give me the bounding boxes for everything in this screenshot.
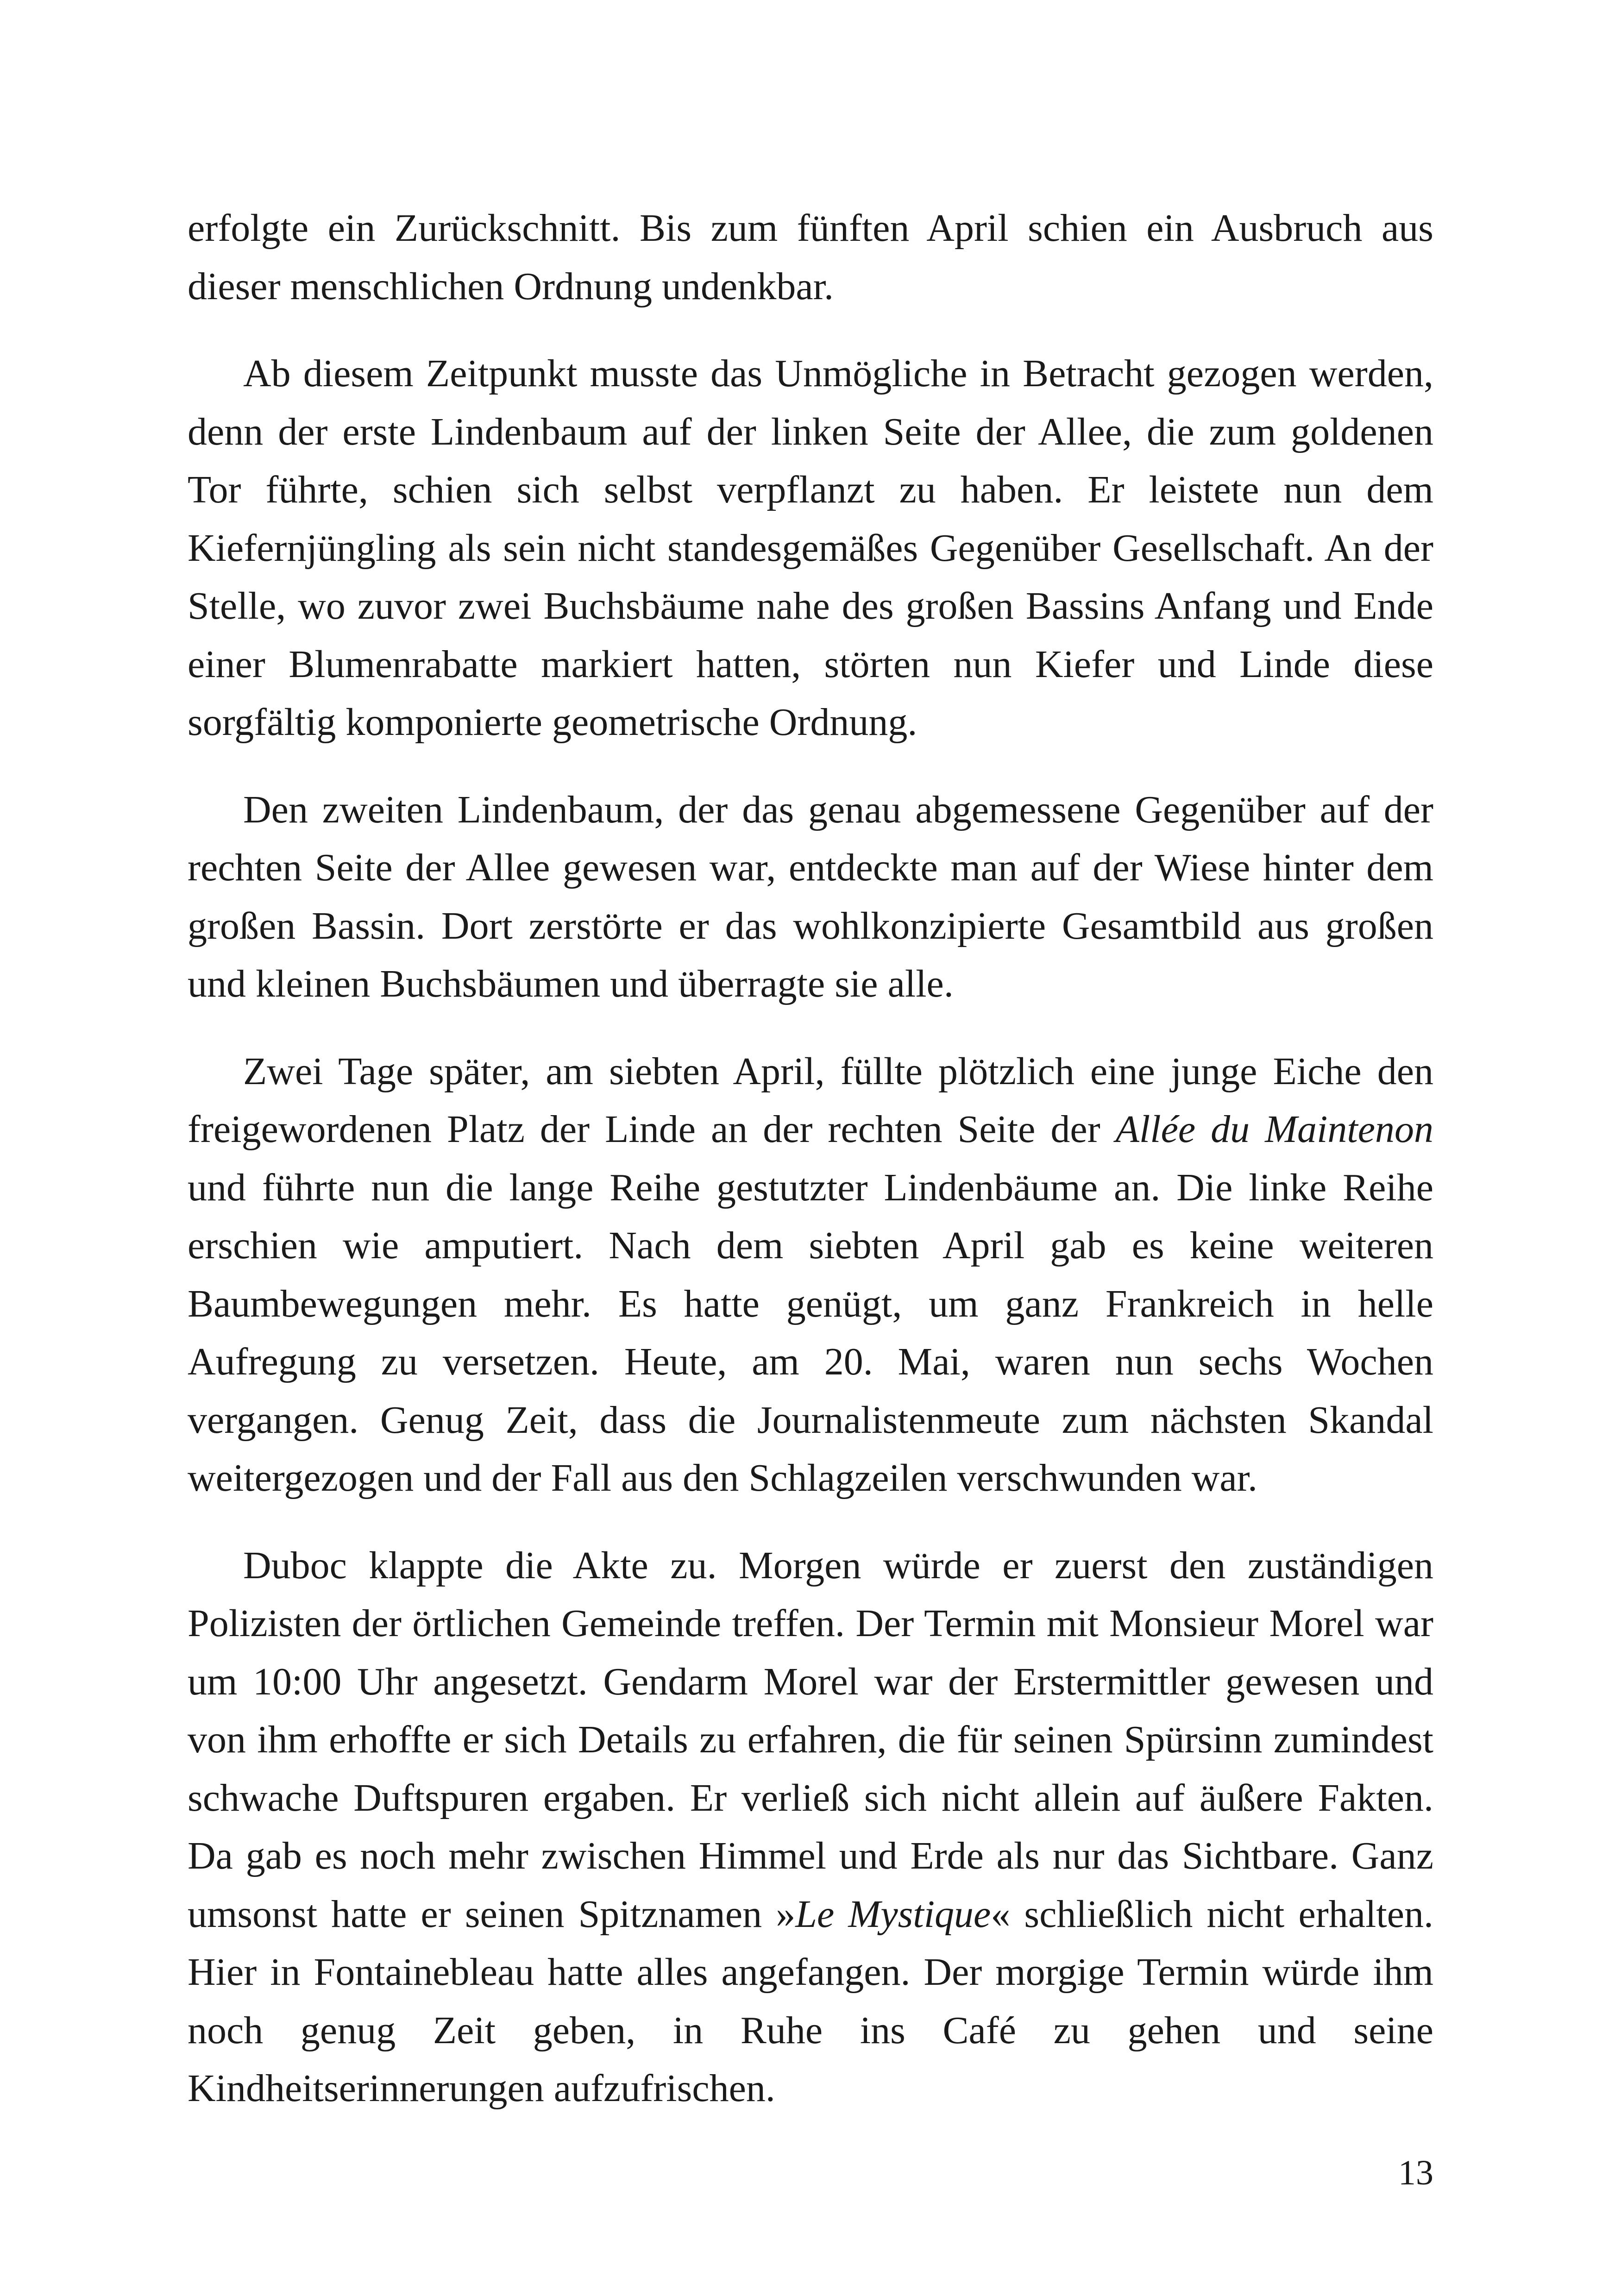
paragraph — [188, 781, 1433, 1013]
text-segment: und führte nun die lange Reihe gestutzter Lindenbäume an. Die linke Reihe erschien wie amputiert. Nach dem siebten April gab es keine weiteren Baumbewegungen mehr. Es hatte genügt, um ganz Frankreich in helle Aufregung zu versetzen. Heute, am 20. Mai, waren nun sechs Wochen vergangen. Genug Zeit, dass die Journalistenmeute zum nächsten Skandal weitergezogen und der Fall aus den Schlagzeilen verschwunden war. — [188, 1166, 1433, 1499]
text-segment: Duboc klappte die Akte zu. Morgen würde er zuerst den zuständigen Polizisten der örtlichen Gemeinde treffen. Der Termin mit Monsieur Morel war um 10:00 Uhr angesetzt. Gendarm Morel war der Erstermittler gewesen und von ihm erhoffte er sich Details zu erfahren, die für seinen Spürsinn zumindest schwache Duftspuren ergaben. Er verließ sich nicht allein auf äußere Fakten. Da gab es noch mehr zwischen Himmel und Erde als nur das Sichtbare. Ganz umsonst hatte er seinen Spitznamen » — [188, 1543, 1433, 1936]
text-segment: « schließlich nicht erhalten. Hier in Fontainebleau hatte alles angefangen. Der morgige Termin würde ihm noch genug Zeit geben, in Ruhe ins Café zu gehen und seine Kindheitserinnerungen aufzufrischen. — [188, 1892, 1433, 2110]
body-text — [188, 199, 1433, 2118]
paragraph — [188, 199, 1433, 315]
italic-text: Le Mystique — [795, 1892, 991, 1936]
text-segment: Ab diesem Zeitpunkt musste das Unmögliche in Betracht gezogen werden, denn der erste Lindenbaum auf der linken Seite der Allee, die zum goldenen Tor führte, schien sich selbst verpflanzt zu haben. Er leistete nun dem Kiefernjüngling als sein nicht standesgemäßes Gegenüber Gesellschaft. An der Stelle, wo zuvor zwei Buchsbäume nahe des großen Bassins Anfang und Ende einer Blumenrabatte markiert hatten, störten nun Kiefer und Linde diese sorgfältig komponierte geometrische Ordnung. — [188, 352, 1433, 744]
italic-text: Allée du Maintenon — [1115, 1108, 1433, 1151]
text-segment: Zwei Tage später, am siebten April, füllte plötzlich eine junge Eiche den freigewordenen Platz der Linde an der rechten Seite der — [188, 1049, 1433, 1151]
page-number: 13 — [1398, 2153, 1433, 2192]
paragraph — [188, 1042, 1433, 1507]
text-segment: Den zweiten Lindenbaum, der das genau abgemessene Gegenüber auf der rechten Seite der Allee gewesen war, entdeckte man auf der Wiese hinter dem großen Bassin. Dort zerstörte er das wohlkonzipierte Gesamtbild aus großen und kleinen Buchsbäumen und überragte sie alle. — [188, 788, 1433, 1005]
text-segment: erfolgte ein Zurückschnitt. Bis zum fünften April schien ein Ausbruch aus dieser menschlichen Ordnung undenkbar. — [188, 207, 1433, 308]
paragraph — [188, 345, 1433, 752]
paragraph — [188, 1537, 1433, 2118]
